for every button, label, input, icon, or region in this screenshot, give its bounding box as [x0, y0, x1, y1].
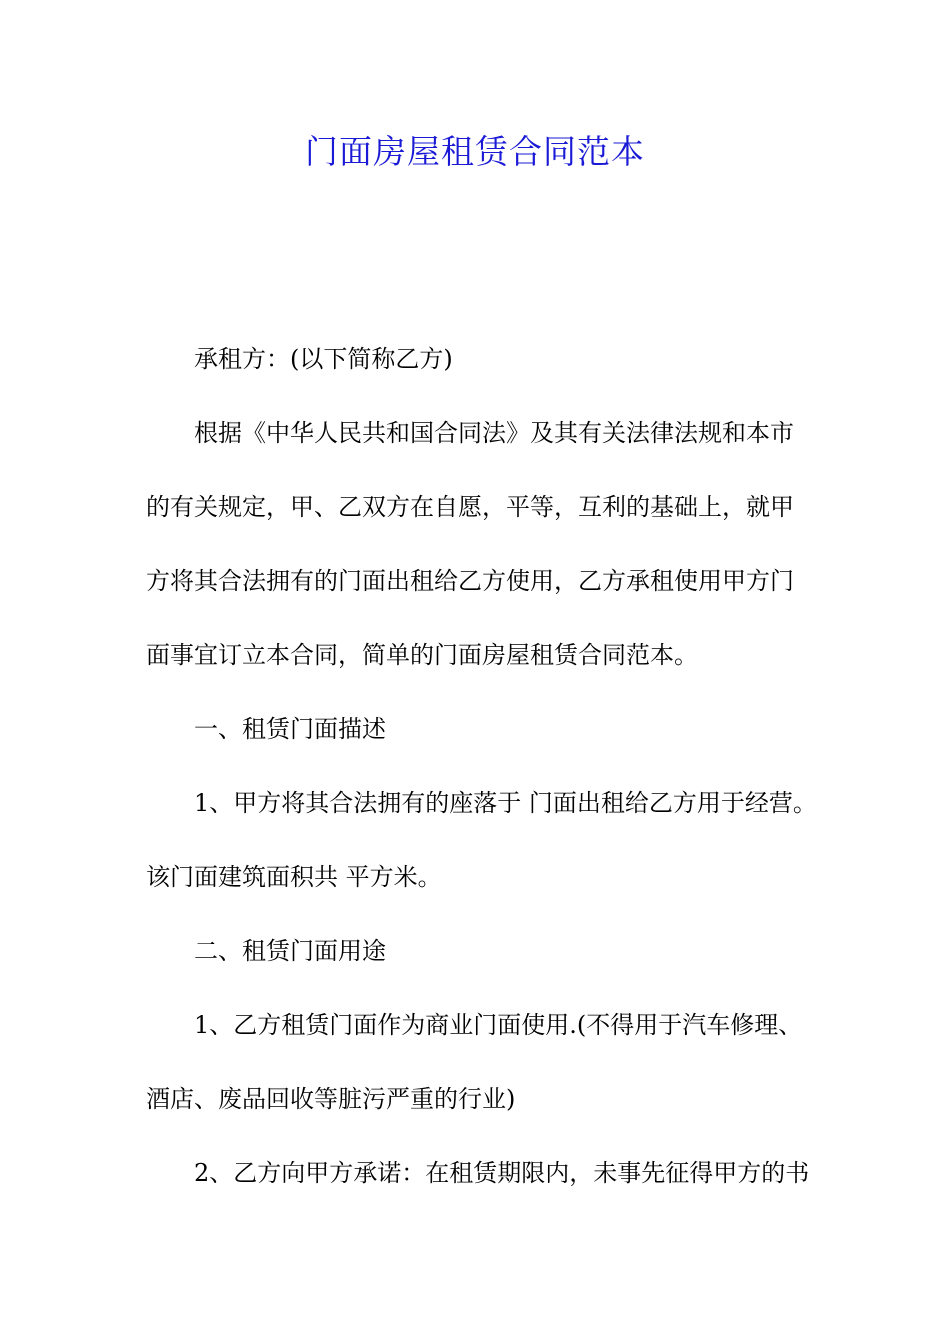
- paragraph-line: 承租方：(以下简称乙方): [194, 345, 453, 373]
- paragraph-line: 1、乙方租赁门面作为商业门面使用.(不得用于汽车修理、: [194, 1011, 803, 1039]
- paragraph-line: 该门面建筑面积共 平方米。: [146, 863, 442, 891]
- paragraph-line: 酒店、废品回收等脏污严重的行业): [146, 1085, 516, 1113]
- paragraph-line: 1、甲方将其合法拥有的座落于 门面出租给乙方用于经营。: [194, 789, 817, 817]
- paragraph-line: 的有关规定，甲、乙双方在自愿，平等，互利的基础上，就甲: [146, 493, 794, 521]
- document-title: 门面房屋租赁合同范本: [305, 132, 645, 171]
- section-heading: 一、租赁门面描述: [194, 715, 386, 743]
- section-heading: 二、租赁门面用途: [194, 937, 386, 965]
- paragraph-line: 2、乙方向甲方承诺：在租赁期限内，未事先征得甲方的书: [194, 1159, 810, 1187]
- paragraph-line: 根据《中华人民共和国合同法》及其有关法律法规和本市: [194, 419, 794, 447]
- paragraph-line: 面事宜订立本合同，简单的门面房屋租赁合同范本。: [146, 641, 698, 669]
- document-body: [146, 337, 817, 1225]
- paragraph-line: 方将其合法拥有的门面出租给乙方使用，乙方承租使用甲方门: [146, 567, 794, 595]
